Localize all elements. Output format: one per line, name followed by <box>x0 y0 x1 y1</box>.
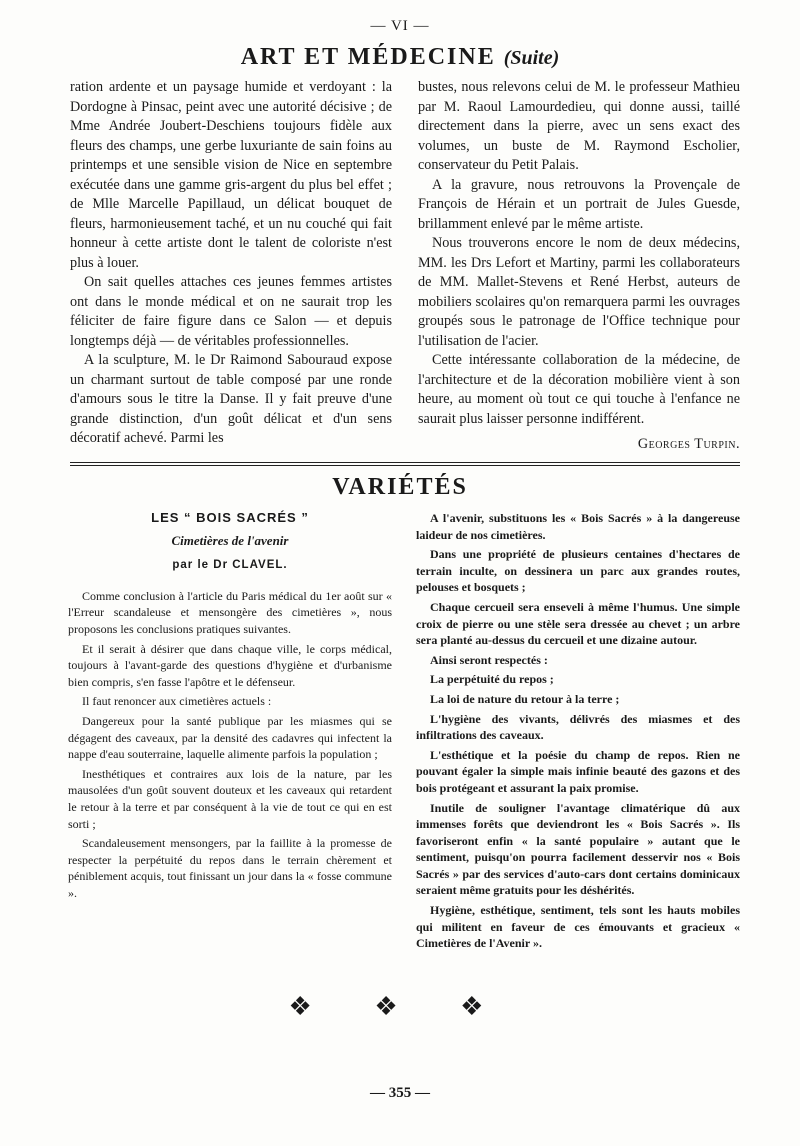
article-author: par le Dr CLAVEL. <box>172 559 288 572</box>
art-medecine-columns <box>70 78 740 455</box>
column-left <box>70 78 392 455</box>
paragraph: A la sculpture, M. le Dr Raimond Sabouraud expose un charmant surtout de table composé par une ronde d'amours sous le titre la Danse. Il y fait preuve d'une grande distinction, d'un goût délicat et d'un sens décoratif achevé. Parmi les <box>70 352 392 446</box>
article-title: LES “ BOIS SACRÉS ” <box>151 510 309 525</box>
section-divider <box>70 462 740 466</box>
article-subtitle: Cimetières de l'avenir <box>171 532 289 548</box>
section-title-suite: (Suite) <box>503 47 560 69</box>
paragraph: Dangereux pour la santé publique par les miasmes qui se dégagent des caveaux, par la densité des cadavres qui infectent la nappe d'eau souterraine, laquelle alimente parfois la population ; <box>68 713 392 762</box>
paragraph: La perpétuité du repos ; <box>430 672 554 687</box>
paragraph: Ainsi seront respectés : <box>430 652 548 667</box>
paragraph: Hygiène, esthétique, sentiment, tels sont les hauts mobiles qui militent en faveur de ces émouvants et gracieux « Cimetières de l'Avenir ». <box>416 903 740 951</box>
paragraph: On sait quelles attaches ces jeunes femmes artistes ont dans le monde médical et on ne saurait trop les féliciter de faire figure dans ce Salon — et depuis longtemps déjà — de véritables professionnelles. <box>70 274 392 349</box>
paragraph: A la gravure, nous retrouvons la Provençale de François de Hérain et un portrait de Jules Guesde, brillamment enlevé par le même artiste. <box>418 176 740 232</box>
author-signature: Georges Turpin. <box>637 436 740 452</box>
paragraph: Et il serait à désirer que dans chaque ville, le corps médical, toujours à l'avant-garde des questions d'hygiène et d'urbanisme bien compris, s'en fasse l'apôtre et le défenseur. <box>68 641 392 689</box>
paragraph: Cette intéressante collaboration de la médecine, de l'architecture et de la décoration mobilière vient à son heure, au moment où tout ce qui touche à l'enfance ne saurait plus laisser personne indifférent. <box>418 352 740 427</box>
paragraph: Nous trouverons encore le nom de deux médecins, MM. les Drs Lefort et Martiny, parmi les collaborateurs de MM. Mallet-Stevens et René Herbst, auteurs de mobiliers scolaires qu'on remarquera parmi les ouvrages groupés sous le patronage de l'Office technique pour l'utilisation de l'acier. <box>418 235 740 349</box>
ornament-divider: ❖ ❖ ❖ <box>288 992 512 1021</box>
paragraph: Il faut renoncer aux cimetières actuels : <box>82 694 272 709</box>
varietes-title: VARIÉTÉS <box>332 474 468 500</box>
page-number: — 355 — <box>370 1085 430 1101</box>
paragraph: Inutile de souligner l'avantage climatérique dû aux immenses forêts que deviendront les « Bois Sacrés ». Ils favoriseront enfin « la santé populaire » autant que le sentiment, puisqu'on pourra facilement desservir nos « Bois Sacrés » par des services d'auto-cars dont certains dominicaux seraient même gratuits pour les déshérités. <box>416 800 740 898</box>
article-column-right <box>416 510 740 955</box>
column-right <box>418 78 740 455</box>
paragraph: ration ardente et un paysage humide et verdoyant : la Dordogne à Pinsac, peint avec une autorité décisive ; de Mme Andrée Joubert-Deschiens toujours fidèle aux fleurs des champs, une gerbe luxuriante de sain foins au printemps et une sensible vision de Nice en septembre exécutée dans une gamme gris-argent du plus bel effet ; de Mlle Marcelle Papillaud, un délicat bouquet de fleurs, harmonieusement taché, et un nu couché qui fait honneur à cette artiste dont le talent de coloriste n'est plus à louer. <box>70 79 392 271</box>
section-title <box>0 44 800 71</box>
paragraph: Dans une propriété de plusieurs centaines d'hectares de terrain inculte, on dessinera un parc aux grandes routes, pelouses et bosquets ; <box>416 547 740 595</box>
running-folio: — VI — <box>370 18 430 34</box>
paragraph: A l'avenir, substituons les « Bois Sacrés » à la dangereuse laideur de nos cimetières. <box>416 511 740 542</box>
paragraph: Scandaleusement mensongers, par la faillite à la promesse de respecter la perpétuité du repos dans le terrain chèrement et péniblement acquis, tout finissant un jour dans la « fosse commune ». <box>68 836 392 900</box>
paragraph: Chaque cercueil sera enseveli à même l'humus. Une simple croix de pierre ou une stèle sera dressée au chevet ; un arbre sera planté au-dessus du cercueil et une dizaine autour. <box>416 599 740 648</box>
article-column-left <box>68 510 392 955</box>
paragraph: La loi de nature du retour à la terre ; <box>430 691 620 706</box>
paragraph: bustes, nous relevons celui de M. le professeur Mathieu par M. Raoul Lamourdedieu, qui donne aussi, taillé directement dans la pierre, avec un sens exact des volumes, un buste de M. Raymond Escholier, conservateur du Petit Palais. <box>418 79 740 173</box>
paragraph: Inesthétiques et contraires aux lois de la nature, par les mausolées d'un goût souvent douteux et les caveaux qui retardent le retour à la terre et par conséquent à la vie de tout ce qui en est sorti ; <box>68 766 392 831</box>
paragraph: Comme conclusion à l'article du Paris médical du 1er août sur « l'Erreur scandaleuse et mensongère des cimetières », nous proposons les conclusions pratiques suivantes. <box>68 588 392 636</box>
section-title-text: ART ET MÉDECINE <box>240 44 496 70</box>
paragraph: L'hygiène des vivants, délivrés des miasmes et des infiltrations des caveaux. <box>416 711 740 743</box>
bois-sacres-columns <box>68 510 740 955</box>
paragraph: L'esthétique et la poésie du champ de repos. Rien ne pouvant égaler la simple mais infinie beauté des gazons et des bois protégeant et assurant la paix promise. <box>416 747 740 795</box>
